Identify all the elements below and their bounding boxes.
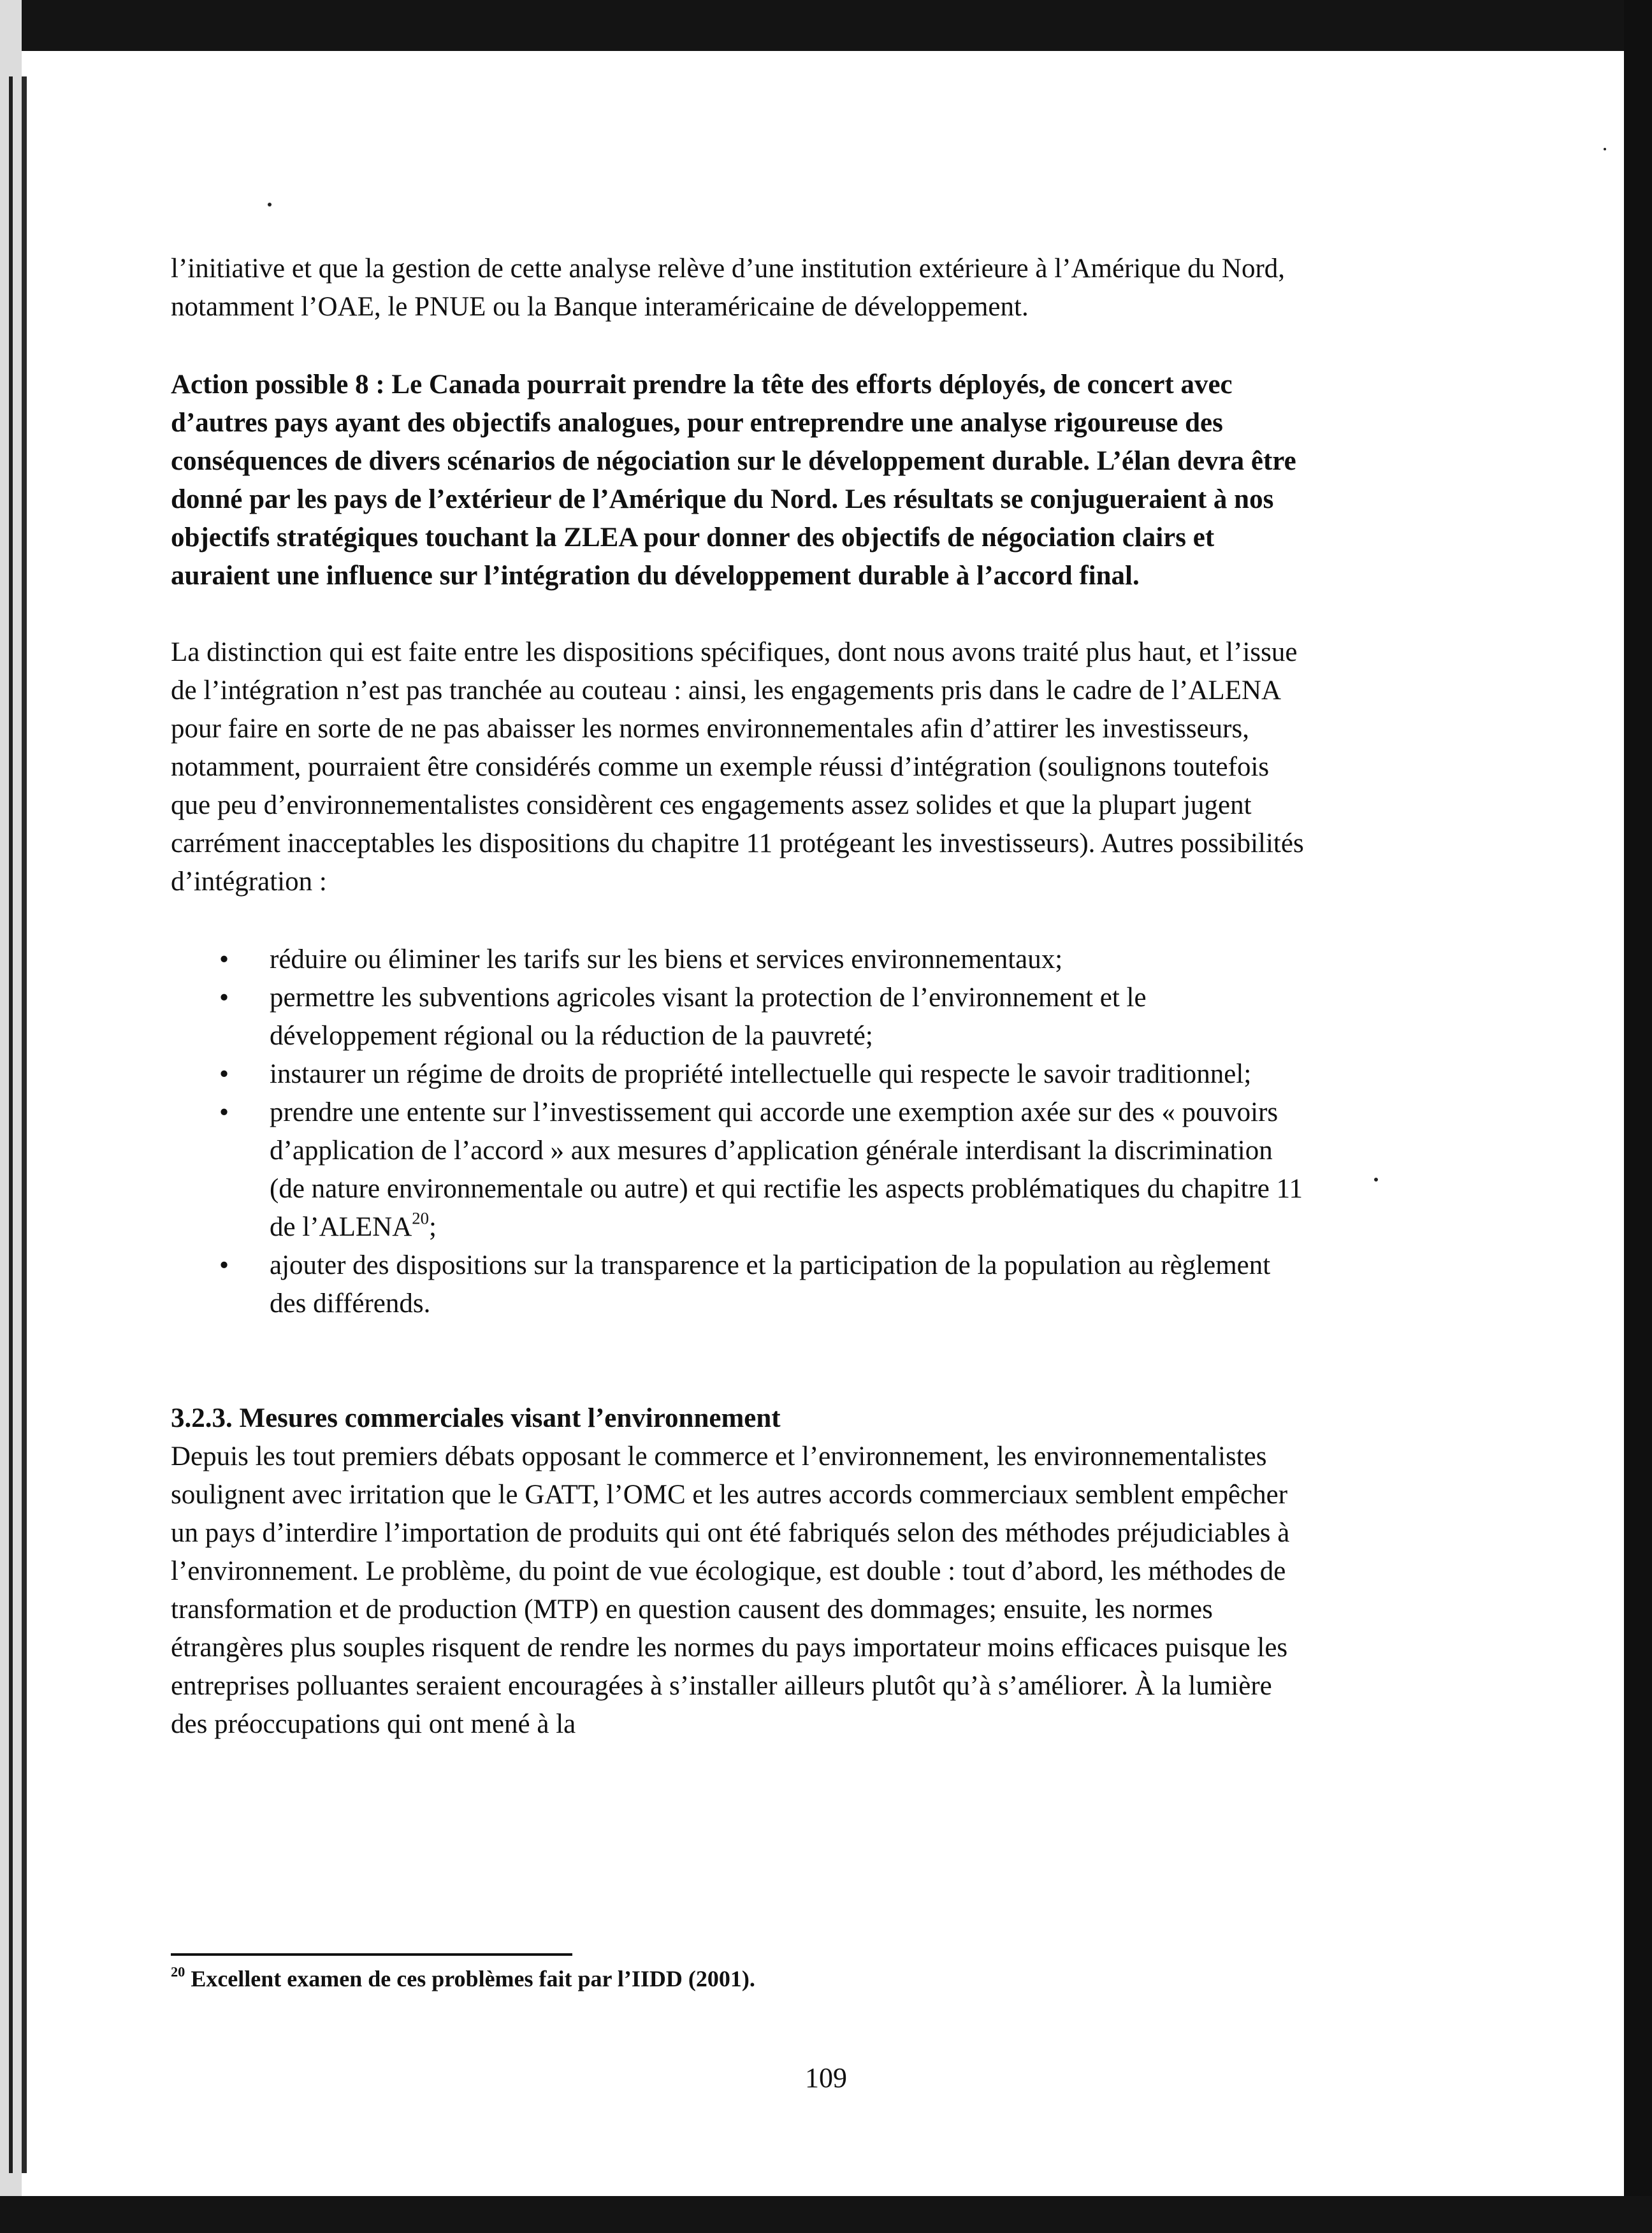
footnote-separator [171,1953,572,1956]
list-item [171,1055,1305,1094]
section-heading: 3.2.3. Mesures commerciales visant l’environnement [171,1403,781,1433]
list-item-text: instaurer un régime de droits de propriété intellectuelle qui respecte le savoir traditionnel; [270,1059,1252,1089]
scan-border-bottom [0,2196,1652,2233]
bullet-icon: • [219,1250,229,1280]
bullet-icon: • [219,983,229,1013]
footnote-number: 20 [171,1963,185,1980]
scan-border-right [1624,0,1652,2233]
list-item-text: réduire ou éliminer les tarifs sur les biens et services environnementaux; [270,944,1063,974]
scan-border-top [0,0,1652,51]
scan-speck [1374,1178,1378,1182]
integration-options-list [171,941,1305,1323]
footnote-reference[interactable]: 20 [412,1208,429,1228]
bullet-icon: • [219,1059,229,1089]
section-3-2-3 [171,1399,1305,1744]
scan-binding-line [22,76,27,2173]
list-item [171,1094,1305,1247]
scan-binding-line [9,76,13,2173]
footnote [171,1963,755,1995]
page-number: 109 [805,2062,847,2093]
list-item-text: prendre une entente sur l’investissement qui accorde une exemption axée sur des « pouvoirs d’application de l’accord » aux mesures d’application générale interdisant la discrimination (de nature environnementale ou autre) et qui rectifie les aspects problématiques du chapitre 11 de l’ALENA [270,1097,1303,1242]
list-item [171,979,1305,1055]
list-item-text: ajouter des dispositions sur la transparence et la participation de la population au règlement des différends. [270,1250,1271,1319]
bullet-icon: • [219,1097,229,1127]
scan-speck [1604,148,1606,150]
page-body [171,250,1305,1744]
bullet-icon: • [219,944,229,974]
list-item-text: permettre les subventions agricoles visant la protection de l’environnement et le développement régional ou la réduction de la pauvreté; [270,983,1147,1051]
scan-speck [268,203,272,206]
intro-paragraph: l’initiative et que la gestion de cette analyse relève d’une institution extérieure à l’Amérique du Nord, notamment l’OAE, le PNUE ou la Banque interaméricaine de développement. [171,254,1286,322]
section-paragraph: Depuis les tout premiers débats opposant le commerce et l’environnement, les environnementalistes soulignent avec irritation que le GATT, l’OMC et les autres accords commerciaux semblent empêcher un pays d’interdire l’importation de produits qui ont été fabriqués selon des méthodes préjudiciables à l’environnement. Le problème, du point de vue écologique, est double : tout d’abord, les méthodes de transformation et de production (MTP) en question causent des dommages; ensuite, les normes étrangères plus souples risquent de rendre les normes du pays importateur moins efficaces puisque les entreprises polluantes seraient encouragées à s’installer ailleurs plutôt qu’à s’améliorer. À la lumière des préoccupations qui ont mené à la [171,1442,1290,1739]
footnote-text: Excellent examen de ces problèmes fait par l’IIDD (2001). [191,1966,755,1991]
list-item [171,1247,1305,1323]
action-paragraph: Action possible 8 : Le Canada pourrait prendre la tête des efforts déployés, de concert avec d’autres pays ayant des objectifs analogues, pour entreprendre une analyse rigoureuse des conséquences de divers scénarios de négociation sur le développement durable. L’élan devra être donné par les pays de l’extérieur de l’Amérique du Nord. Les résultats se conjugueraient à nos objectifs stratégiques touchant la ZLEA pour donner des objectifs de négociation clairs et auraient une influence sur l’intégration du développement durable à l’accord final. [171,370,1296,591]
list-item-tail: ; [428,1212,437,1242]
list-item [171,941,1305,979]
distinction-paragraph: La distinction qui est faite entre les dispositions spécifiques, dont nous avons traité plus haut, et l’issue de l’intégration n’est pas tranchée au couteau : ainsi, les engagements pris dans le cadre de l’ALENA pour faire en sorte de ne pas abaisser les normes environnementales afin d’attirer les investisseurs, notamment, pourraient être considérés comme un exemple réussi d’intégration (soulignons toutefois que peu d’environnementalistes considèrent ces engagements assez solides et que la plupart jugent carrément inacceptables les dispositions du chapitre 11 protégeant les investisseurs). Autres possibilités d’intégration : [171,637,1304,897]
